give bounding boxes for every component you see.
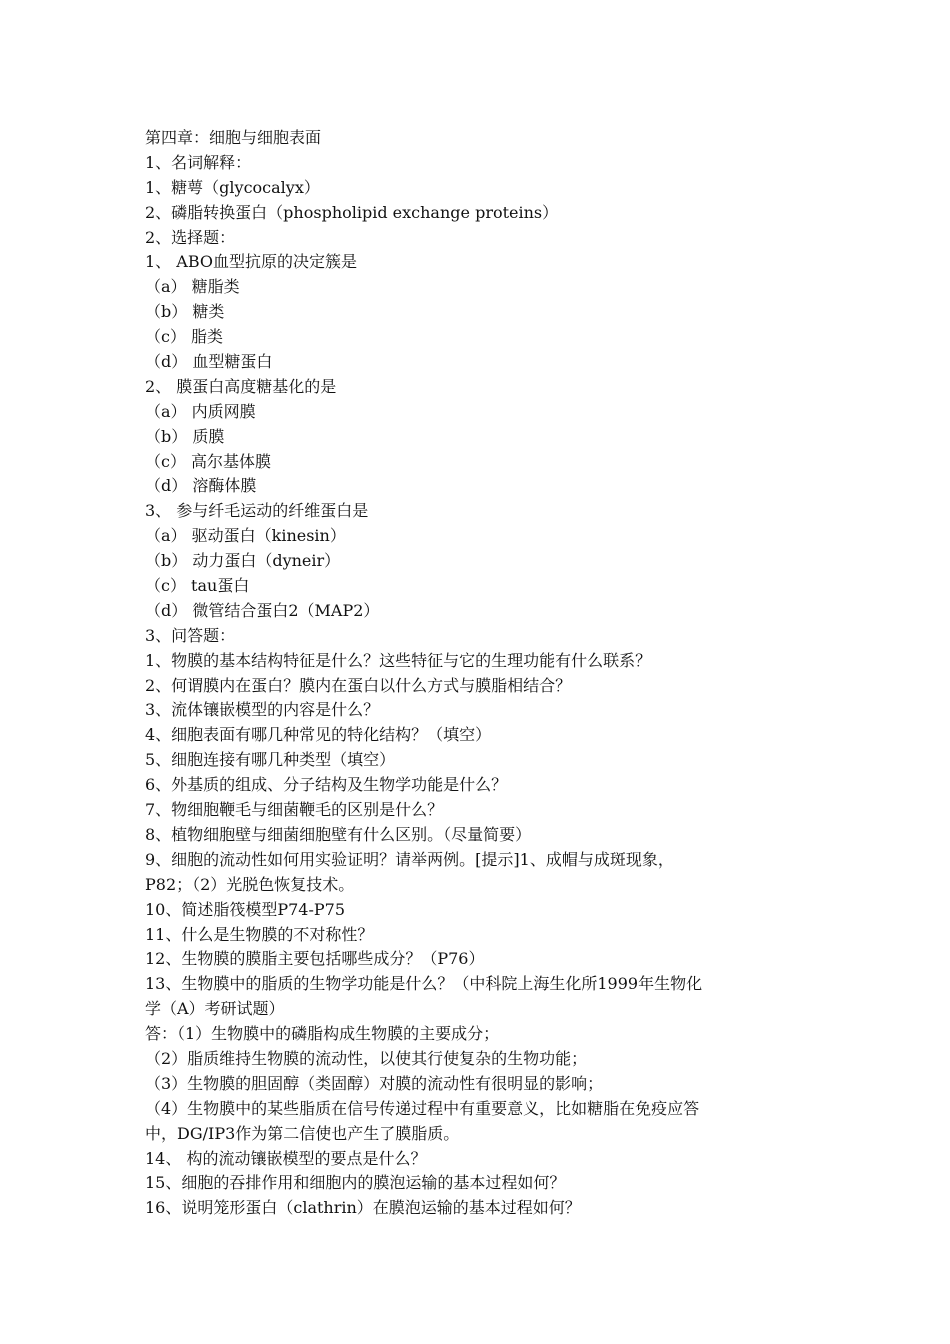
chapter-title: 第四章：细胞与细胞表面	[145, 128, 322, 147]
option-item: （c） 脂类	[145, 327, 224, 347]
essay-question: 1、物膜的基本结构特征是什么？这些特征与它的生理功能有什么联系？	[145, 650, 652, 670]
section-heading-terms: 1、名词解释：	[145, 152, 252, 172]
essay-question: 13、生物膜中的脂质的生物学功能是什么？（中科院上海生化所1999年生物化	[145, 974, 703, 994]
answer-line: （2）脂质维持生物膜的流动性，以使其行使复杂的生物功能；	[145, 1048, 588, 1068]
option-item: （a） 驱动蛋白（kinesin）	[145, 526, 346, 546]
option-item: （a） 糖脂类	[145, 277, 240, 297]
essay-question: 12、生物膜的膜脂主要包括哪些成分？（P76）	[145, 949, 485, 969]
option-item: （d） 血型糖蛋白	[145, 352, 273, 372]
essay-question: 10、简述脂筏模型P74-P75	[145, 899, 346, 919]
term-item: 1、糖萼（glycocalyx）	[145, 177, 320, 197]
option-item: （b） 动力蛋白（dyneir）	[145, 551, 341, 571]
option-item: （d） 溶酶体膜	[145, 476, 257, 496]
answer-line: （3）生物膜的胆固醇（类固醇）对膜的流动性有很明显的影响；	[145, 1073, 604, 1093]
essay-question: 14、 构的流动镶嵌模型的要点是什么？	[145, 1148, 427, 1168]
essay-question: 5、细胞连接有哪几种类型（填空）	[145, 750, 396, 770]
question-item: 1、 ABO血型抗原的决定簇是	[145, 252, 357, 272]
answer-line-continuation: 中，DG/IP3作为第二信使也产生了膜脂质。	[145, 1123, 460, 1143]
essay-question-continuation: P82；（2）光脱色恢复技术。	[145, 874, 355, 894]
essay-question: 15、细胞的吞排作用和细胞内的膜泡运输的基本过程如何？	[145, 1173, 566, 1193]
essay-question: 11、什么是生物膜的不对称性？	[145, 924, 374, 944]
essay-question: 8、植物细胞壁与细菌细胞壁有什么区别。（尽量简要）	[145, 824, 532, 844]
question-item: 2、 膜蛋白高度糖基化的是	[145, 376, 337, 396]
option-item: （c） 高尔基体膜	[145, 451, 272, 471]
section-heading-essay: 3、问答题：	[145, 625, 236, 645]
option-item: （b） 糖类	[145, 302, 225, 322]
essay-question: 6、外基质的组成、分子结构及生物学功能是什么？	[145, 775, 508, 795]
answer-line: （4）生物膜中的某些脂质在信号传递过程中有重要意义，比如糖脂在免疫应答	[145, 1098, 700, 1118]
option-item: （d） 微管结合蛋白2（MAP2）	[145, 600, 380, 620]
essay-question: 16、说明笼形蛋白（clathrin）在膜泡运输的基本过程如何？	[145, 1198, 581, 1218]
option-item: （c） tau蛋白	[145, 576, 250, 596]
option-item: （b） 质膜	[145, 426, 225, 446]
term-item: 2、磷脂转换蛋白（phospholipid exchange proteins）	[145, 202, 559, 222]
essay-question-continuation: 学（A）考研试题）	[145, 999, 285, 1019]
question-item: 3、 参与纤毛运动的纤维蛋白是	[145, 501, 369, 521]
essay-question: 7、物细胞鞭毛与细菌鞭毛的区别是什么？	[145, 800, 444, 820]
option-item: （a） 内质网膜	[145, 401, 256, 421]
document-body	[145, 126, 815, 1221]
essay-question: 3、流体镶嵌模型的内容是什么？	[145, 700, 380, 720]
essay-question: 4、细胞表面有哪几种常见的特化结构？（填空）	[145, 725, 492, 745]
essay-question: 9、细胞的流动性如何用实验证明？请举两例。[提示]1、成帽与成斑现象，	[145, 849, 674, 869]
answer-line: 答：（1）生物膜中的磷脂构成生物膜的主要成分；	[145, 1024, 500, 1044]
essay-question: 2、何谓膜内在蛋白？膜内在蛋白以什么方式与膜脂相结合？	[145, 675, 572, 695]
section-heading-choice: 2、选择题：	[145, 227, 236, 247]
